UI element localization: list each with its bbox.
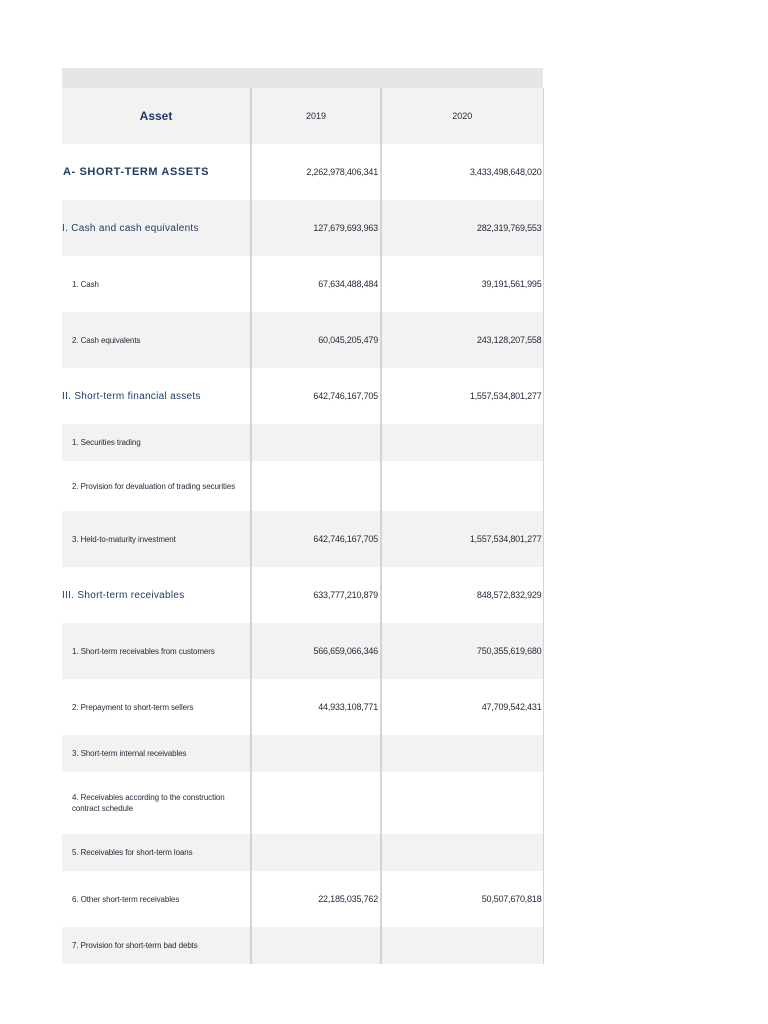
table-row xyxy=(62,772,543,834)
row-value-2020: 243,128,207,558 xyxy=(381,312,543,368)
row-value-2019: 44,933,108,771 xyxy=(251,679,381,735)
table-row xyxy=(62,871,543,927)
row-label: 4. Receivables according to the construction contract schedule xyxy=(62,772,251,834)
row-value-2019 xyxy=(251,834,381,871)
row-value-2020: 39,191,561,995 xyxy=(381,256,543,312)
row-value-2020: 3,433,498,648,020 xyxy=(381,144,543,200)
table-row xyxy=(62,679,543,735)
row-value-2019: 642,746,167,705 xyxy=(251,368,381,424)
header-year-2019: 2019 xyxy=(251,88,381,144)
row-label: A- SHORT-TERM ASSETS xyxy=(62,144,251,200)
row-value-2020: 50,507,670,818 xyxy=(381,871,543,927)
row-value-2019: 566,659,066,346 xyxy=(251,623,381,679)
row-value-2020: 1,557,534,801,277 xyxy=(381,511,543,567)
row-label: 7. Provision for short-term bad debts xyxy=(62,927,251,964)
row-value-2019 xyxy=(251,461,381,511)
row-label: 6. Other short-term receivables xyxy=(62,871,251,927)
table-row xyxy=(62,200,543,256)
row-value-2019: 67,634,488,484 xyxy=(251,256,381,312)
table-row xyxy=(62,735,543,772)
row-value-2019: 22,185,035,762 xyxy=(251,871,381,927)
row-value-2019 xyxy=(251,927,381,964)
table-row xyxy=(62,424,543,461)
row-value-2019 xyxy=(251,772,381,834)
header-year-2020: 2020 xyxy=(381,88,543,144)
table-row xyxy=(62,144,543,200)
row-label: 2. Cash equivalents xyxy=(62,312,251,368)
row-label: 3. Held-to-maturity investment xyxy=(62,511,251,567)
header-asset: Asset xyxy=(62,88,251,144)
row-label: II. Short-term financial assets xyxy=(62,368,251,424)
table-row xyxy=(62,567,543,623)
sheet-top-bar xyxy=(62,68,543,88)
row-value-2019 xyxy=(251,424,381,461)
row-value-2020 xyxy=(381,735,543,772)
row-value-2020: 47,709,542,431 xyxy=(381,679,543,735)
row-label: 1. Cash xyxy=(62,256,251,312)
row-value-2019: 633,777,210,879 xyxy=(251,567,381,623)
row-value-2020 xyxy=(381,927,543,964)
row-value-2020: 1,557,534,801,277 xyxy=(381,368,543,424)
row-value-2019: 127,679,693,963 xyxy=(251,200,381,256)
row-value-2020: 282,319,769,553 xyxy=(381,200,543,256)
row-value-2019 xyxy=(251,735,381,772)
table-row xyxy=(62,511,543,567)
balance-sheet-table xyxy=(62,88,544,964)
table-row xyxy=(62,256,543,312)
row-label: III. Short-term receivables xyxy=(62,567,251,623)
row-label: 1. Short-term receivables from customers xyxy=(62,623,251,679)
row-value-2019: 2,262,978,406,341 xyxy=(251,144,381,200)
row-value-2020 xyxy=(381,461,543,511)
table-row xyxy=(62,834,543,871)
row-value-2019: 642,746,167,705 xyxy=(251,511,381,567)
row-value-2020 xyxy=(381,772,543,834)
row-value-2020: 750,355,619,680 xyxy=(381,623,543,679)
row-value-2019: 60,045,205,479 xyxy=(251,312,381,368)
row-label: I. Cash and cash equivalents xyxy=(62,200,251,256)
table-row xyxy=(62,368,543,424)
row-label: 3. Short-term internal receivables xyxy=(62,735,251,772)
table-row xyxy=(62,312,543,368)
row-value-2020: 848,572,832,929 xyxy=(381,567,543,623)
row-label: 1. Securities trading xyxy=(62,424,251,461)
row-label: 2. Prepayment to short-term sellers xyxy=(62,679,251,735)
table-header-row xyxy=(62,88,543,144)
row-value-2020 xyxy=(381,834,543,871)
row-value-2020 xyxy=(381,424,543,461)
row-label: 2. Provision for devaluation of trading securities xyxy=(62,461,251,511)
table-row xyxy=(62,461,543,511)
table-row xyxy=(62,927,543,964)
balance-sheet xyxy=(62,68,543,950)
table-row xyxy=(62,623,543,679)
row-label: 5. Receivables for short-term loans xyxy=(62,834,251,871)
